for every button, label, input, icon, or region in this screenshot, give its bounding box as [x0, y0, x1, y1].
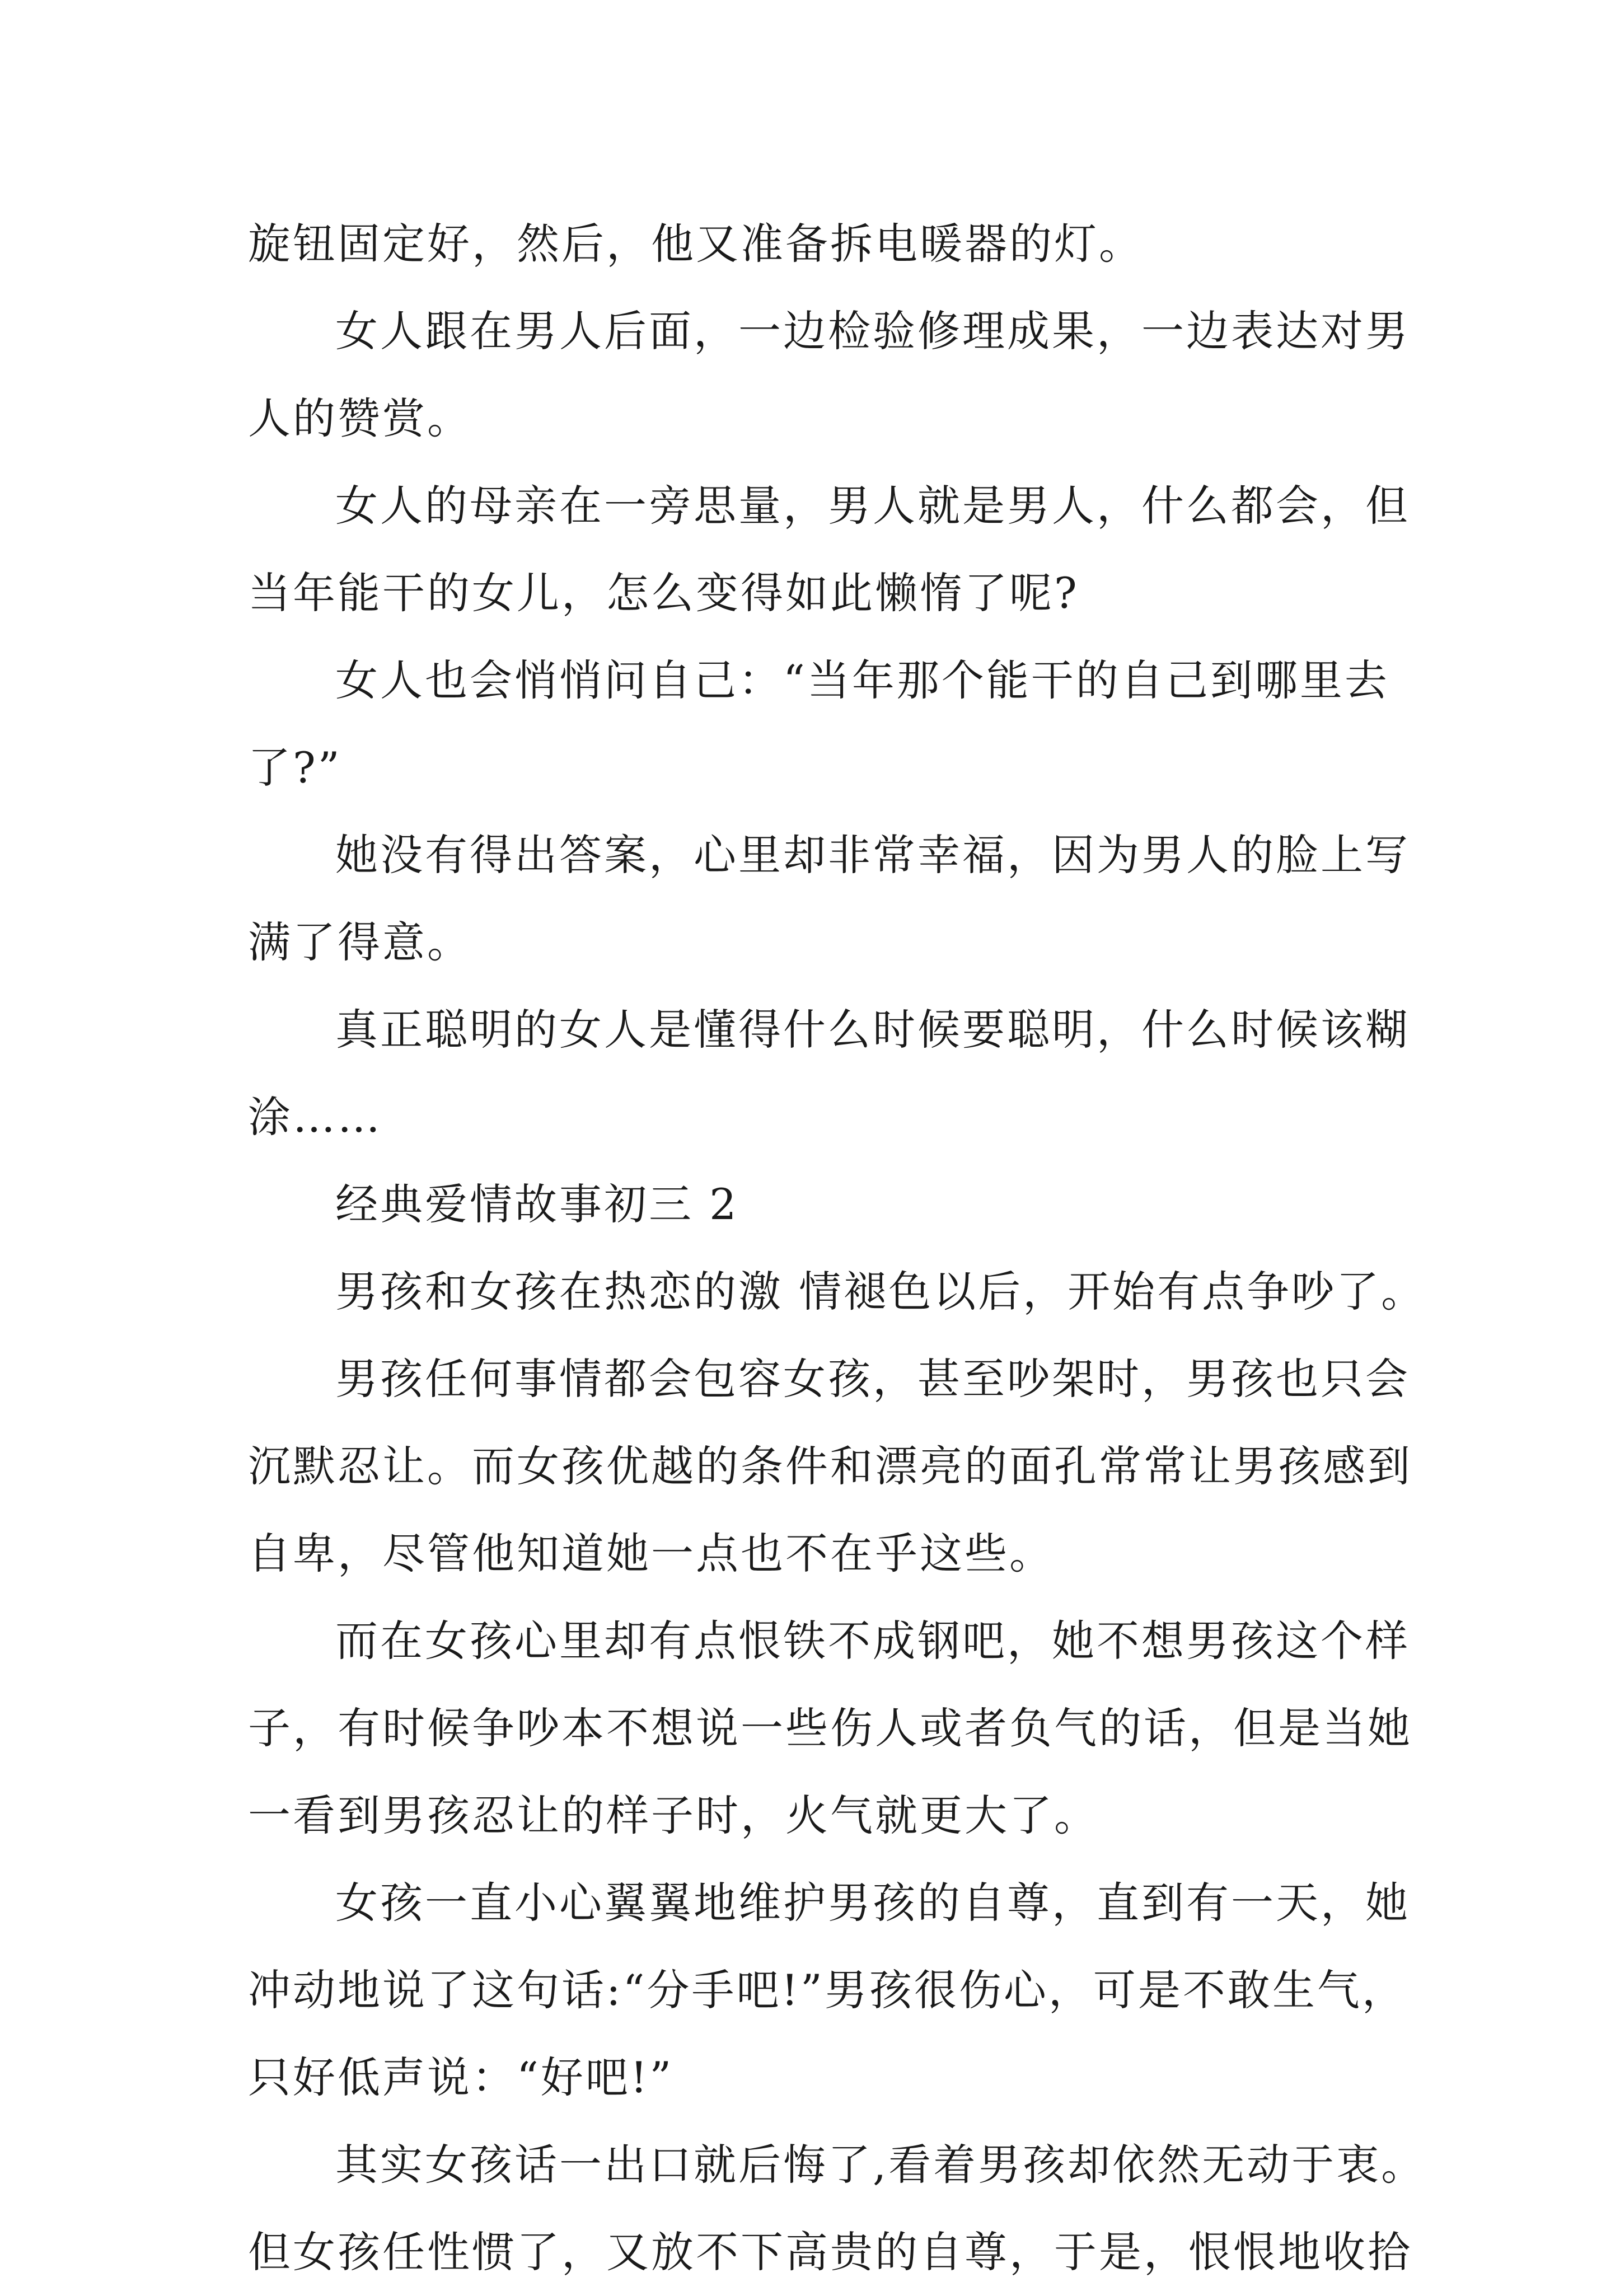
- text-line: 当年能干的女儿，怎么变得如此懒惰了呢?: [248, 568, 1079, 618]
- text-line: 一看到男孩忍让的样子时，火气就更大了。: [248, 1791, 1099, 1840]
- text-line: 女人跟在男人后面，一边检验修理成果，一边表达对男: [335, 306, 1410, 356]
- document-body: [248, 200, 1426, 2296]
- section-heading: 经典爱情故事初三 2: [335, 1179, 739, 1229]
- text-line: 涂……: [248, 1092, 382, 1142]
- text-line: 而在女孩心里却有点恨铁不成钢吧，她不想男孩这个样: [335, 1616, 1410, 1666]
- text-line: 冲动地说了这句话:“分手吧!”男孩很伤心，可是不敢生气，: [248, 1965, 1407, 2015]
- text-line: 但女孩任性惯了，又放不下高贵的自尊，于是，恨恨地收拾: [248, 2227, 1412, 2277]
- text-line: 自卑，尽管他知道她一点也不在乎这些。: [248, 1529, 1054, 1578]
- text-line: 女人也会悄悄问自己：“当年那个能干的自己到哪里去: [335, 655, 1389, 705]
- text-line: 了?”: [248, 743, 342, 793]
- text-line: 男孩和女孩在热恋的激 情褪色以后，开始有点争吵了。: [335, 1267, 1426, 1316]
- text-line: 男孩任何事情都会包容女孩，甚至吵架时，男孩也只会: [335, 1354, 1410, 1404]
- text-line: 子，有时候争吵本不想说一些伤人或者负气的话，但是当她: [248, 1703, 1412, 1753]
- text-line: 满了得意。: [248, 917, 472, 967]
- text-line: 她没有得出答案，心里却非常幸福，因为男人的脸上写: [335, 830, 1410, 880]
- text-line: 其实女孩话一出口就后悔了,看着男孩却依然无动于衷。: [335, 2140, 1426, 2190]
- text-line: 沉默忍让。而女孩优越的条件和漂亮的面孔常常让男孩感到: [248, 1441, 1412, 1491]
- text-line: 真正聪明的女人是懂得什么时候要聪明，什么时候该糊: [335, 1005, 1410, 1055]
- text-line: 人的赞赏。: [248, 393, 472, 443]
- text-line: 女孩一直小心翼翼地维护男孩的自尊，直到有一天，她: [335, 1878, 1410, 1928]
- text-line: 女人的母亲在一旁思量，男人就是男人，什么都会，但: [335, 481, 1410, 531]
- text-line: 只好低声说：“好吧!”: [248, 2053, 674, 2102]
- text-line: 旋钮固定好，然后，他又准备拆电暖器的灯。: [248, 219, 1144, 269]
